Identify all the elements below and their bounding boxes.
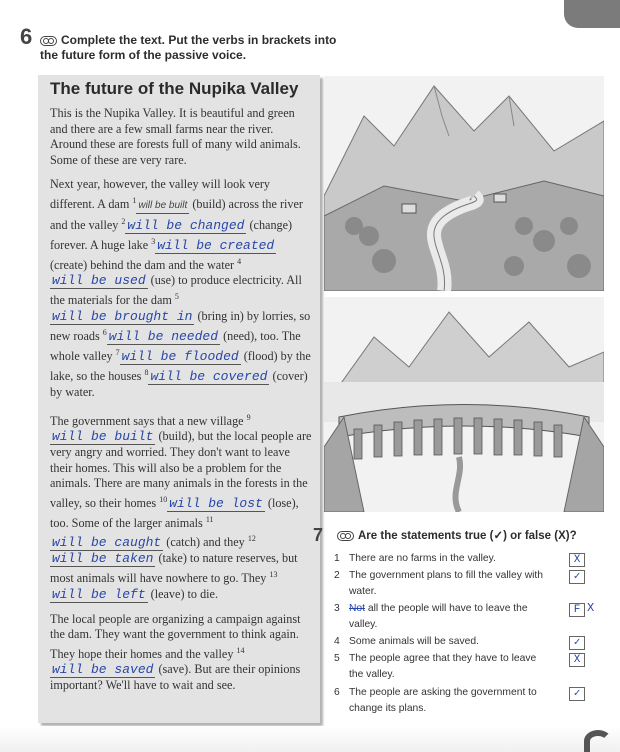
statement-3: 3 Not all the people will have to leave the valley. bbox=[334, 603, 528, 630]
answer-1[interactable]: will be built bbox=[136, 199, 189, 214]
cd-audio-icon bbox=[337, 531, 354, 541]
statement-4: 4 Some animals will be saved. bbox=[334, 636, 479, 647]
cd-audio-icon bbox=[40, 36, 57, 46]
answer-9[interactable]: will be built bbox=[52, 429, 154, 445]
answer-5[interactable]: will be brought in bbox=[52, 308, 193, 324]
answer-8[interactable]: will be covered bbox=[150, 369, 268, 384]
answer-box-2[interactable]: ✓ bbox=[569, 570, 585, 584]
exercise-7-number: 7 bbox=[313, 525, 324, 545]
paragraph-2: Next year, however, the valley will look very different. A dam $^1$ will be built (build) across the river and the valley $^2$ will be changed (change) forever. A huge lake $^3$ will be created (create) behind the dam and the water $^4$will be used (use) to produce electricity. All the materials for the dam $^5$will be brought in (bring in) by lorries, so new roads $^6$ will be needed (need), too. The whole valley $^7$ will be flooded (flood) by the lake, so the houses $^8$ will be covered (cover) by water. bbox=[50, 177, 311, 399]
answer-box-6[interactable]: ✓ bbox=[569, 687, 585, 701]
statement-5: 5 The people agree that they have to leave the valley. bbox=[334, 653, 537, 680]
reading-title: The future of the Nupika Valley bbox=[50, 79, 299, 98]
statement-1: 1 There are no farms in the valley. bbox=[334, 553, 496, 564]
page-bottom-edge bbox=[0, 726, 620, 752]
answer-10[interactable]: will be lost bbox=[169, 495, 263, 511]
paragraph-1: This is the Nupika Valley. It is beautiful and green and there are a few small farms near the river. Around these are forests full of many wild animals. Some of these are very rare. bbox=[50, 106, 301, 167]
paragraph-4: The local people are organizing a campaign against the dam. They want the government to think again. They hope their homes and the valley $^{14}$will be saved (save). But are their opinions important? We'll have to wait and see. bbox=[50, 611, 301, 693]
answer-12[interactable]: will be taken bbox=[52, 551, 154, 567]
answer-4[interactable]: will be used bbox=[52, 273, 146, 289]
exercise-6-number: 6 bbox=[20, 24, 33, 49]
page-corner-decoration bbox=[584, 730, 612, 752]
answer-6[interactable]: will be needed bbox=[108, 328, 219, 344]
answer-3-extra-mark: X bbox=[587, 601, 595, 615]
answer-box-1[interactable]: X bbox=[569, 553, 585, 567]
valley-illustration bbox=[324, 76, 604, 291]
statement-2: 2 The government plans to fill the valley with water. bbox=[334, 570, 544, 597]
dam-illustration bbox=[324, 297, 604, 512]
answer-11[interactable]: will be caught bbox=[52, 535, 162, 551]
paragraph-3: The government says that a new village $^9$will be built (build), but the local people are very angry and worried. They don't want to leave their homes. This will also be a problem for the animals. There are many animals in the forests in the valley, so their homes $^{10}$ will be lost (lose), too. Some of the larger animals $^{11}$will be caught (catch) and they $^{12}$will be taken (take) to nature reserves, but most animals will have nowhere to go. They $^{13}$will be left (leave) to die. bbox=[50, 412, 312, 602]
reading-body bbox=[50, 106, 312, 703]
statement-6: 6 The people are asking the government to change its plans. bbox=[334, 687, 537, 714]
answer-3[interactable]: will be created bbox=[157, 237, 275, 253]
answer-14[interactable]: will be saved bbox=[52, 662, 154, 678]
reading-text-box bbox=[38, 75, 320, 723]
exercise-6-instruction: Complete the text. Put the verbs in brackets into the future form of the passive voice. bbox=[40, 33, 337, 62]
answer-2[interactable]: will be changed bbox=[127, 217, 245, 233]
answer-box-5[interactable]: X bbox=[569, 653, 585, 667]
answer-7[interactable]: will be flooded bbox=[121, 348, 239, 364]
answer-box-4[interactable]: ✓ bbox=[569, 636, 585, 650]
corner-page-tab-icon bbox=[564, 0, 620, 28]
answer-13[interactable]: will be left bbox=[52, 586, 146, 602]
answer-box-3[interactable]: F bbox=[569, 603, 585, 617]
exercise-7-title: Are the statements true (✓) or false (X)? bbox=[337, 528, 577, 542]
